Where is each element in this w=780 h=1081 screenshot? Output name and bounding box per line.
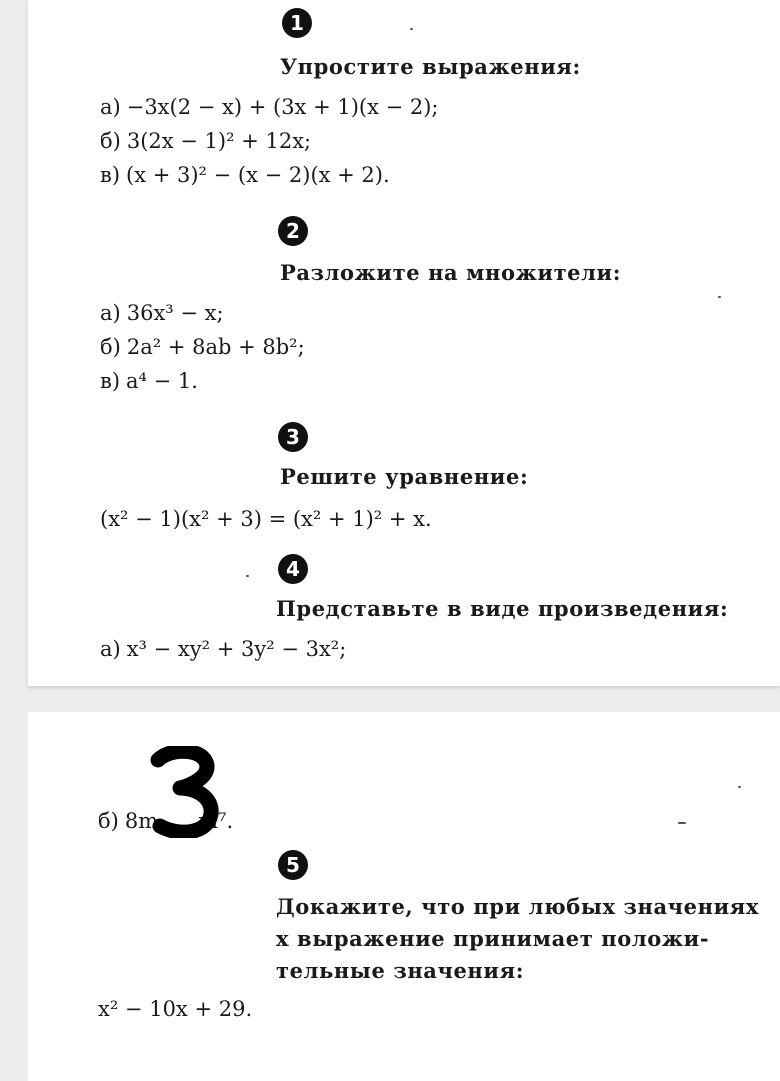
item-expression-start: 8m [124, 809, 159, 833]
item-label: б) [100, 129, 121, 153]
item-expression: (x + 3)² − (x − 2)(x + 2). [126, 163, 390, 187]
task-equation: (x² − 1)(x² + 3) = (x² + 1)² + x. [100, 507, 432, 531]
item-expression: 3(2x − 1)² + 12x; [126, 129, 312, 153]
item-expression: −3x(2 − x) + (3x + 1)(x − 2); [126, 95, 439, 119]
task-item [100, 366, 198, 396]
task-heading-line: Докажите, что при любых значениях [276, 894, 759, 919]
task-number-badge: 2 [278, 216, 308, 246]
scan-speck [246, 575, 249, 577]
task-heading: Разложите на множители: [280, 260, 622, 285]
task-item [100, 332, 305, 362]
task-heading-line: x выражение принимает положи- [276, 926, 710, 951]
scan-speck [718, 296, 721, 298]
scan-speck [678, 822, 686, 824]
task-expression: x² − 10x + 29. [98, 997, 253, 1021]
item-label: б) [98, 809, 119, 833]
task-number-badge: 3 [278, 422, 308, 452]
item-expression: 2a² + 8ab + 8b²; [126, 335, 305, 359]
task-heading-line: тельные значения: [276, 958, 525, 983]
scan-speck [410, 28, 413, 30]
task-number-badge: 4 [278, 554, 308, 584]
handwritten-digit-three [150, 746, 220, 838]
task-number-badge: 1 [282, 8, 312, 38]
item-label: а) [100, 301, 121, 325]
item-expression: x³ − xy² + 3y² − 3x²; [126, 637, 347, 661]
item-expression: a⁴ − 1. [126, 369, 198, 393]
task-heading: Решите уравнение: [280, 464, 529, 489]
item-label: в) [100, 163, 121, 187]
item-label: б) [100, 335, 121, 359]
item-label: а) [100, 637, 121, 661]
task-item [100, 160, 390, 190]
task-item [100, 634, 346, 664]
task-item [100, 298, 224, 328]
scan-speck [738, 786, 741, 788]
page-sheet-1 [28, 0, 780, 686]
task-heading: Упростите выражения: [280, 54, 581, 79]
item-label: а) [100, 95, 121, 119]
task-item [100, 126, 311, 156]
item-label: в) [100, 369, 121, 393]
item-expression: 36x³ − x; [126, 301, 224, 325]
task-number-badge: 5 [278, 850, 308, 880]
task-item [100, 92, 439, 122]
task-heading: Представьте в виде произведения: [276, 596, 729, 621]
item-expression-end: m⁷. [198, 809, 234, 833]
page-sheet-2 [28, 712, 780, 1081]
